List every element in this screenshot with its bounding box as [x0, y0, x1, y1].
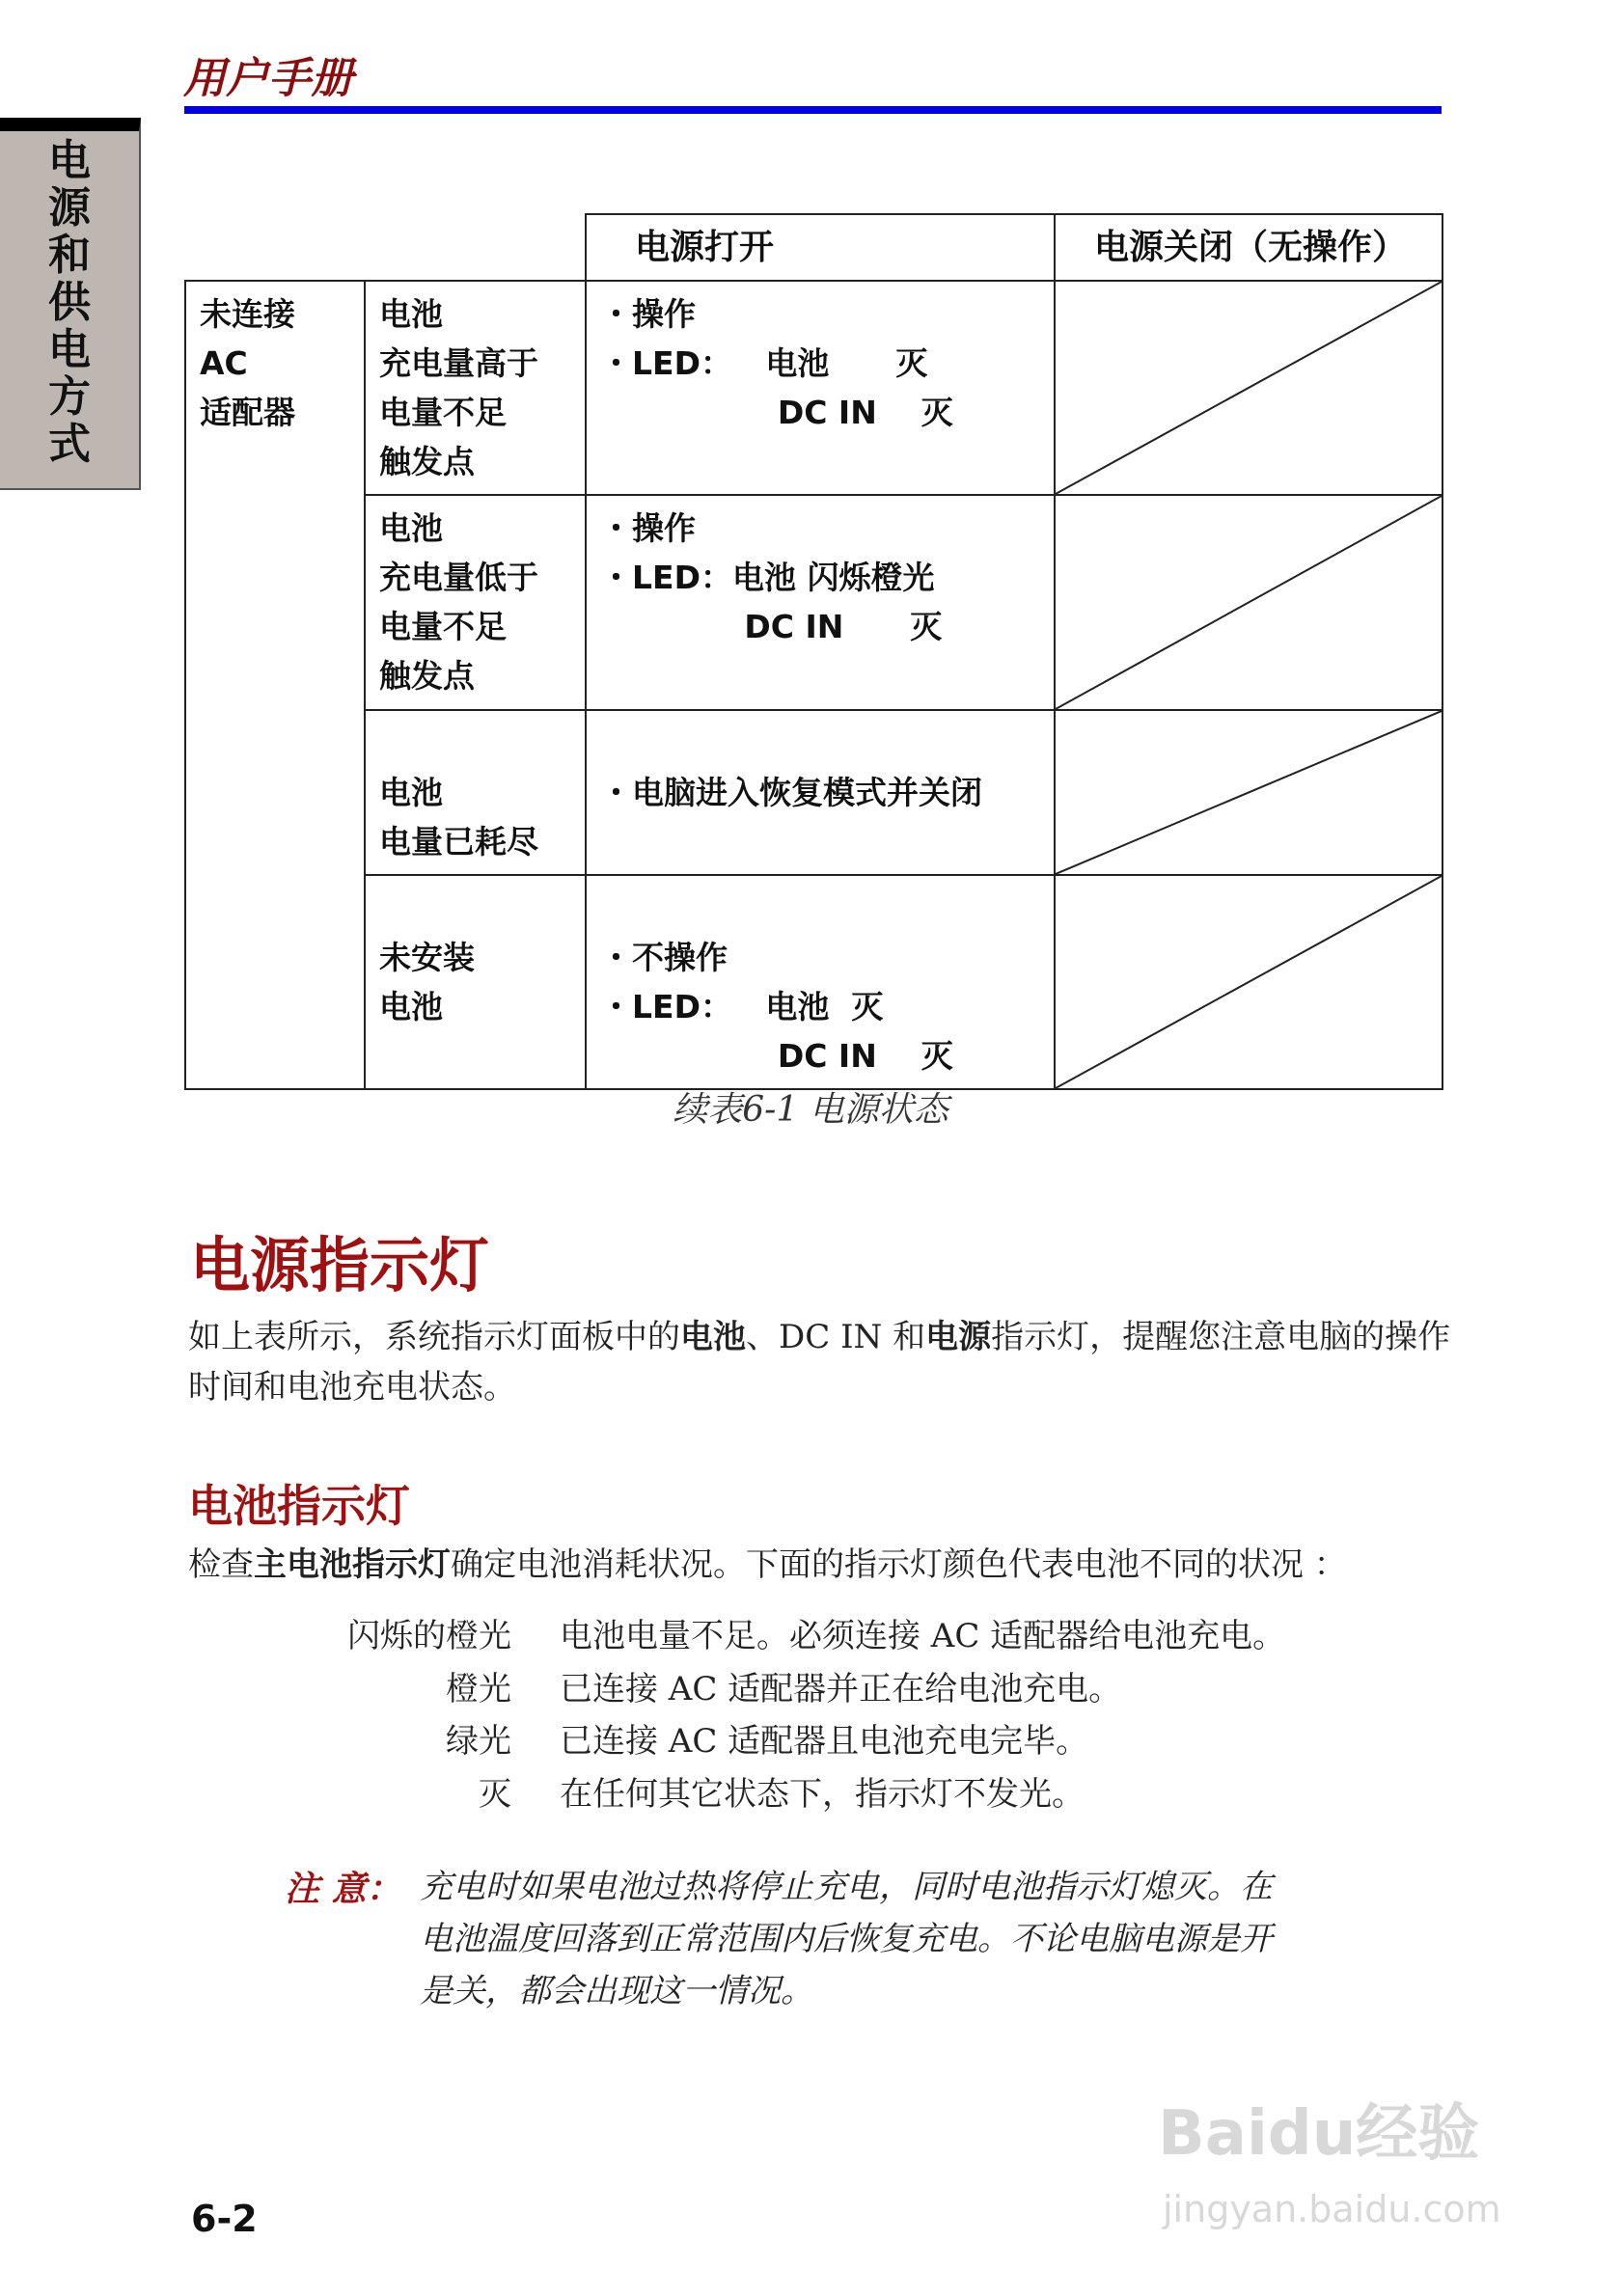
row-condition: 电池 电量已耗尽	[365, 710, 586, 875]
row-power-off-na	[1055, 495, 1442, 710]
bold-term: 电池	[680, 1318, 746, 1356]
state-row	[338, 1714, 1088, 1762]
row-condition: 电池 充电量高于 电量不足 触发点	[365, 281, 586, 495]
chapter-side-tab-label: 电源和供电方式	[48, 136, 91, 469]
section-heading: 电源指示灯	[190, 1230, 490, 1300]
bold-term: 电源	[925, 1318, 992, 1356]
row-power-on: ・操作 ・LED：电池 闪烁橙光 DC IN 灭	[586, 495, 1055, 710]
text: 、DC IN 和	[746, 1318, 926, 1356]
table-caption: 续表6-1 电源状态	[673, 1090, 948, 1130]
state-row	[338, 1609, 1285, 1656]
text: 如上表所示，系统指示灯面板中的	[188, 1318, 680, 1356]
text: 指示灯，提醒您注意电脑的操作时间和电池充电状态。	[188, 1318, 1451, 1407]
note-line: 充电时如果电池过热将停止充电，同时电池指示灯熄灭。在	[420, 1868, 1273, 1906]
row-power-on: ・不操作 ・LED： 电池 灭 DC IN 灭	[586, 875, 1055, 1089]
power-status-table	[184, 213, 1443, 1090]
row-power-off-na	[1055, 710, 1442, 875]
state-row	[338, 1767, 1085, 1815]
watermark-logo: Baidu经验	[1158, 2098, 1480, 2170]
header-rule	[184, 106, 1442, 114]
state-key: 橙光	[446, 1670, 511, 1708]
text: 确定电池消耗状况。下面的指示灯颜色代表电池不同的状况 ：	[451, 1545, 1347, 1584]
state-row	[338, 1662, 1121, 1709]
note-line: 是关，都会出现这一情况。	[420, 1972, 813, 2010]
row-condition: 未安装 电池	[365, 875, 586, 1089]
state-key: 绿光	[446, 1722, 511, 1761]
row-power-on: ・操作 ・LED： 电池 灭 DC IN 灭	[586, 281, 1055, 495]
note-label: 注 意：	[285, 1870, 401, 1909]
col-header-on: 电源打开	[586, 214, 1055, 281]
bold-term: 主电池指示灯	[254, 1545, 451, 1584]
watermark-url: jingyan.baidu.com	[1163, 2188, 1501, 2230]
row-power-on: ・电脑进入恢复模式并关闭	[586, 710, 1055, 875]
chapter-side-tab	[0, 118, 141, 490]
state-key: 灭	[479, 1775, 511, 1814]
row-condition: 电池 充电量低于 电量不足 触发点	[365, 495, 586, 710]
battery-paragraph	[188, 1540, 1452, 1590]
note-line: 电池温度回落到正常范围内后恢复充电。不论电脑电源是开	[420, 1920, 1273, 1958]
state-desc: 已连接 AC 适配器且电池充电完毕。	[560, 1722, 1089, 1761]
row-power-off-na	[1055, 875, 1442, 1089]
col-header-off: 电源关闭（无操作）	[1055, 214, 1442, 281]
section-paragraph	[188, 1312, 1452, 1412]
text: 检查	[188, 1545, 254, 1584]
state-desc: 已连接 AC 适配器并正在给电池充电。	[560, 1670, 1122, 1708]
page-number: 6-2	[191, 2198, 258, 2240]
state-key: 闪烁的橙光	[347, 1617, 511, 1655]
state-desc: 在任何其它状态下，指示灯不发光。	[560, 1775, 1085, 1814]
subsection-heading: 电池指示灯	[188, 1480, 410, 1532]
group-label: 未连接 AC 适配器	[185, 281, 365, 1089]
state-desc: 电池电量不足。必须连接 AC 适配器给电池充电。	[560, 1617, 1286, 1655]
header-title: 用户手册	[183, 54, 353, 103]
row-power-off-na	[1055, 281, 1442, 495]
